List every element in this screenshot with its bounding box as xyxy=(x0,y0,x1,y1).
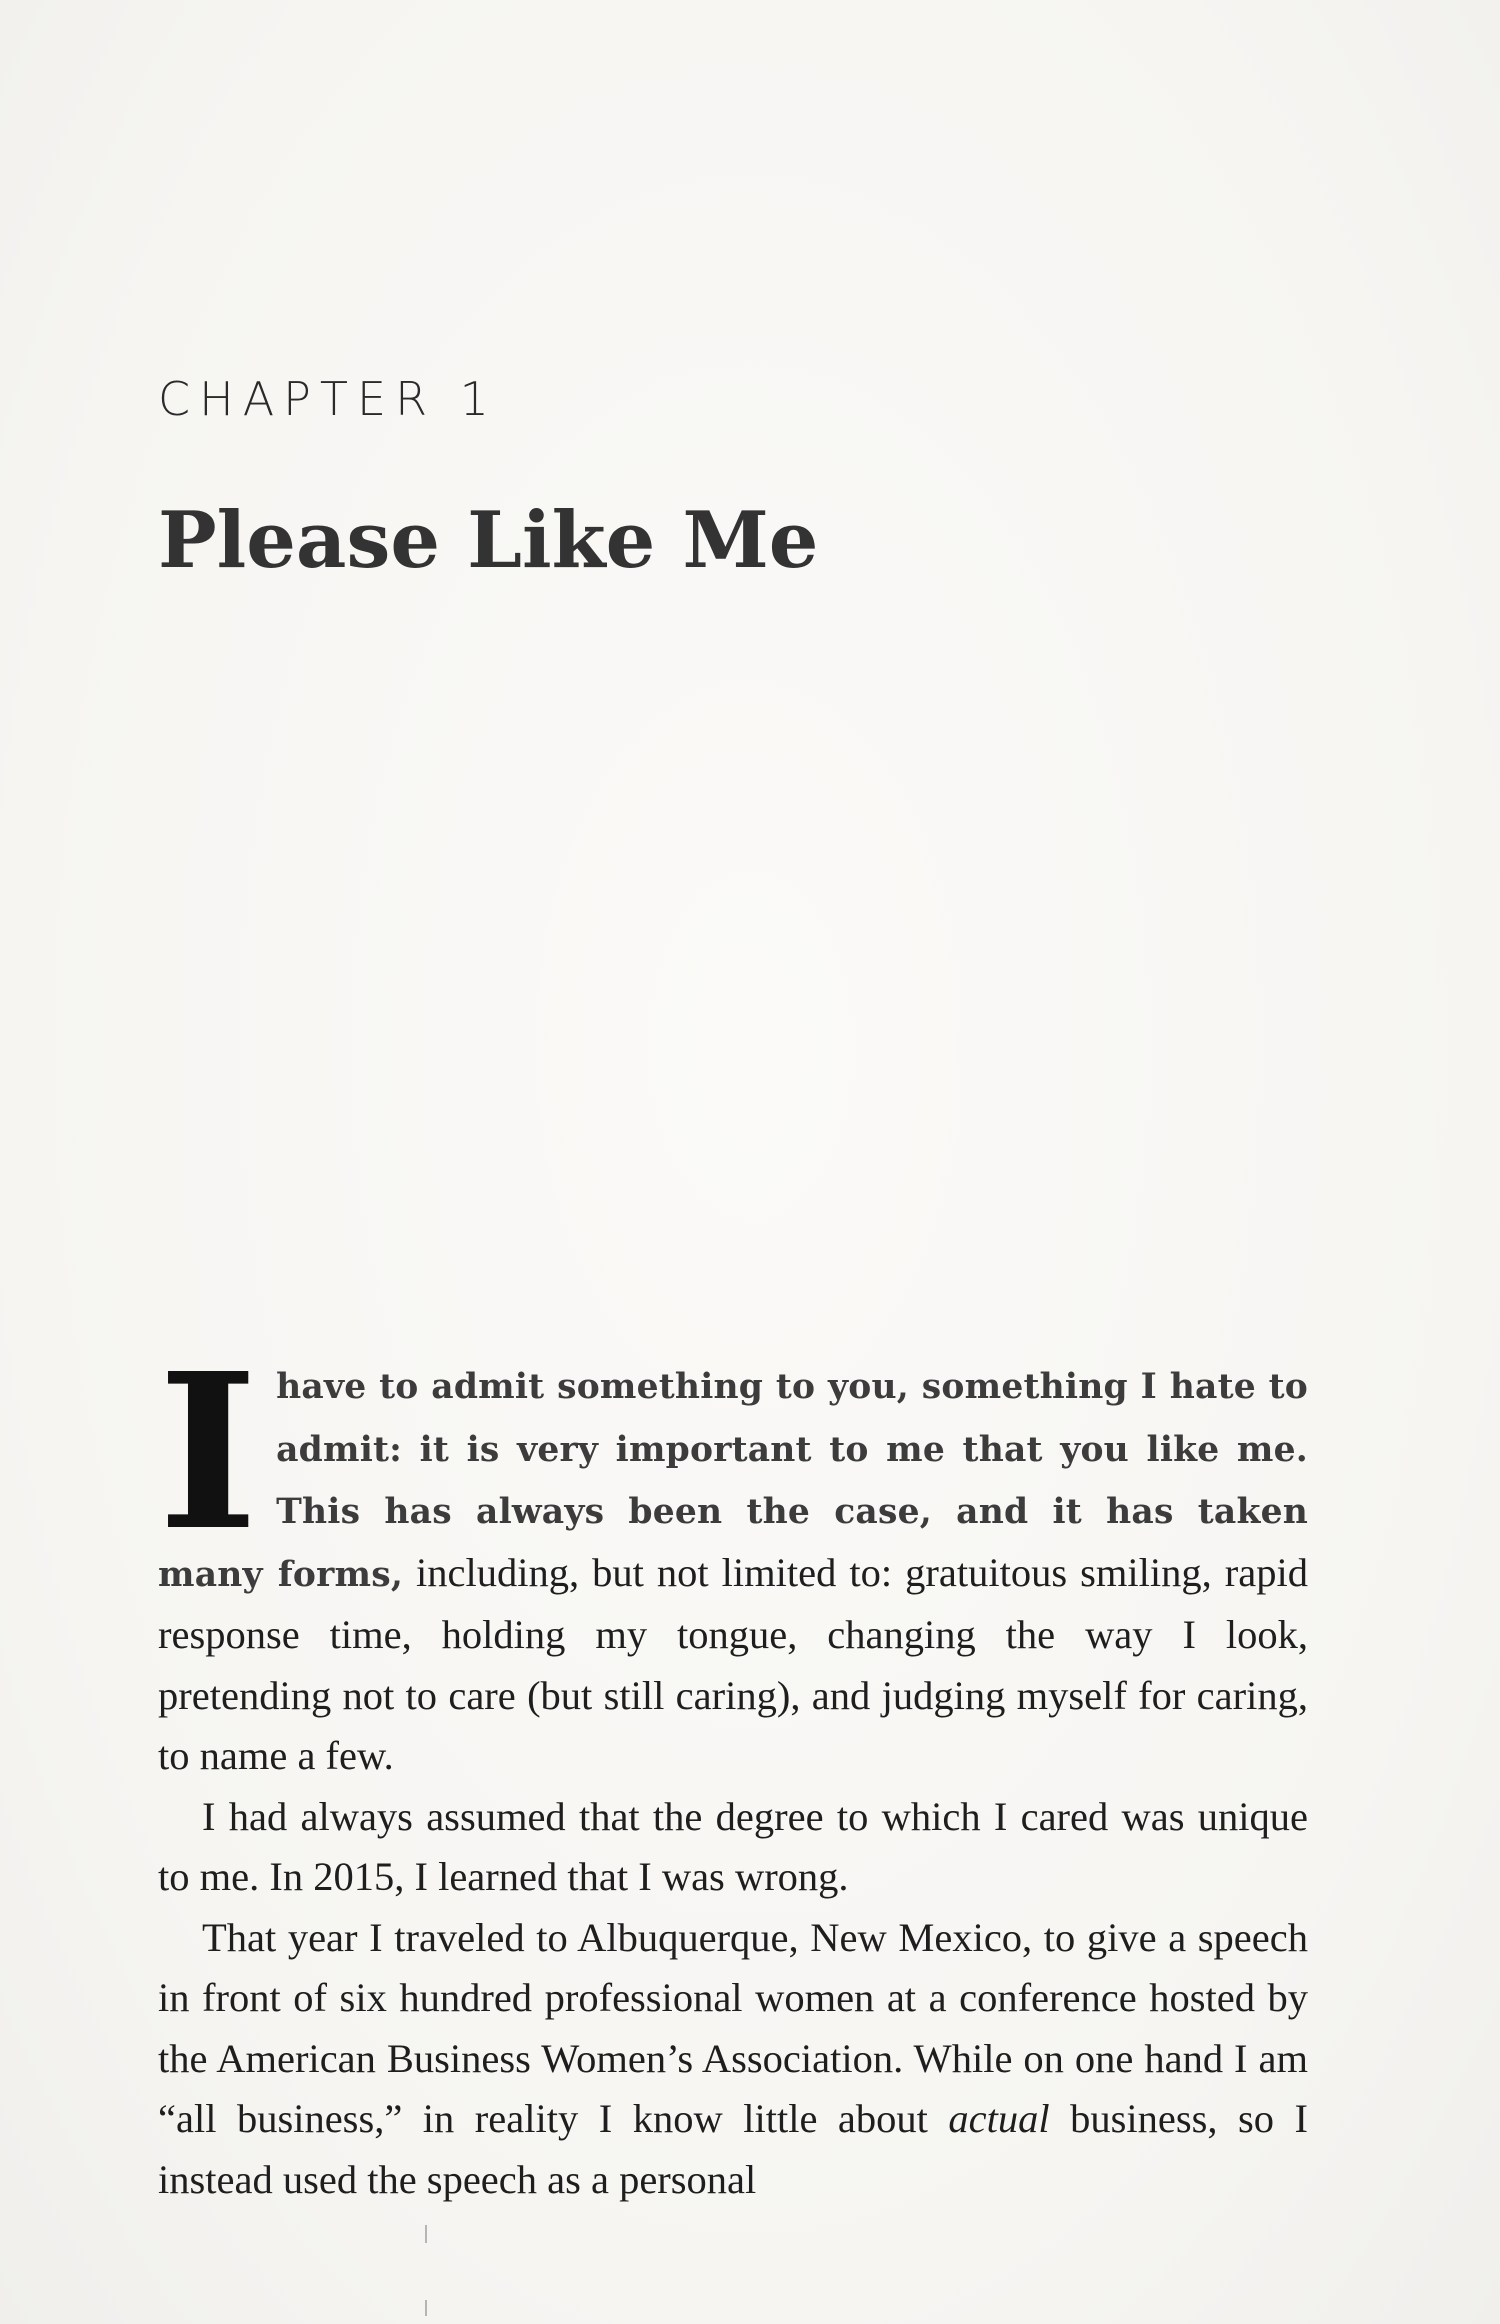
drop-cap: I xyxy=(158,1327,259,1578)
print-speck xyxy=(425,2225,427,2243)
chapter-body xyxy=(158,1327,1308,2210)
paragraph-3-text-after: business, so I instead used the speech as a personal xyxy=(158,2096,1308,2202)
emphasis-text: actual xyxy=(948,2096,1050,2141)
paragraph-3 xyxy=(158,1908,1308,2211)
paragraph-1-text: including, but not limited to: gratuitous smiling, rapid response time, holding my tongue, changing the way I look, pretending not to care (but still caring), and judging myself for caring, to name a few. xyxy=(158,1549,1308,1778)
chapter-title: Please Like Me xyxy=(158,495,819,586)
paragraph-3-text-before: That year I traveled to Albuquerque, New Mexico, to give a speech in front of six hundred professional women at a conference hosted by the American Business Women’s Association. While on one hand I am “all business,” in reality I know little about xyxy=(158,1914,1308,2141)
print-speck xyxy=(425,2300,427,2316)
paragraph-2: I had always assumed that the degree to which I cared was unique to me. In 2015, I learned that I was wrong. xyxy=(158,1793,1308,1899)
lead-in-text: have to admit something to you, something I hate to admit: it is very important to me that you like me. This has always been the case, and it has taken many forms, xyxy=(158,1367,1308,1595)
paragraph-1 xyxy=(158,1327,1308,1787)
chapter-label: CHAPTER 1 xyxy=(158,372,498,426)
